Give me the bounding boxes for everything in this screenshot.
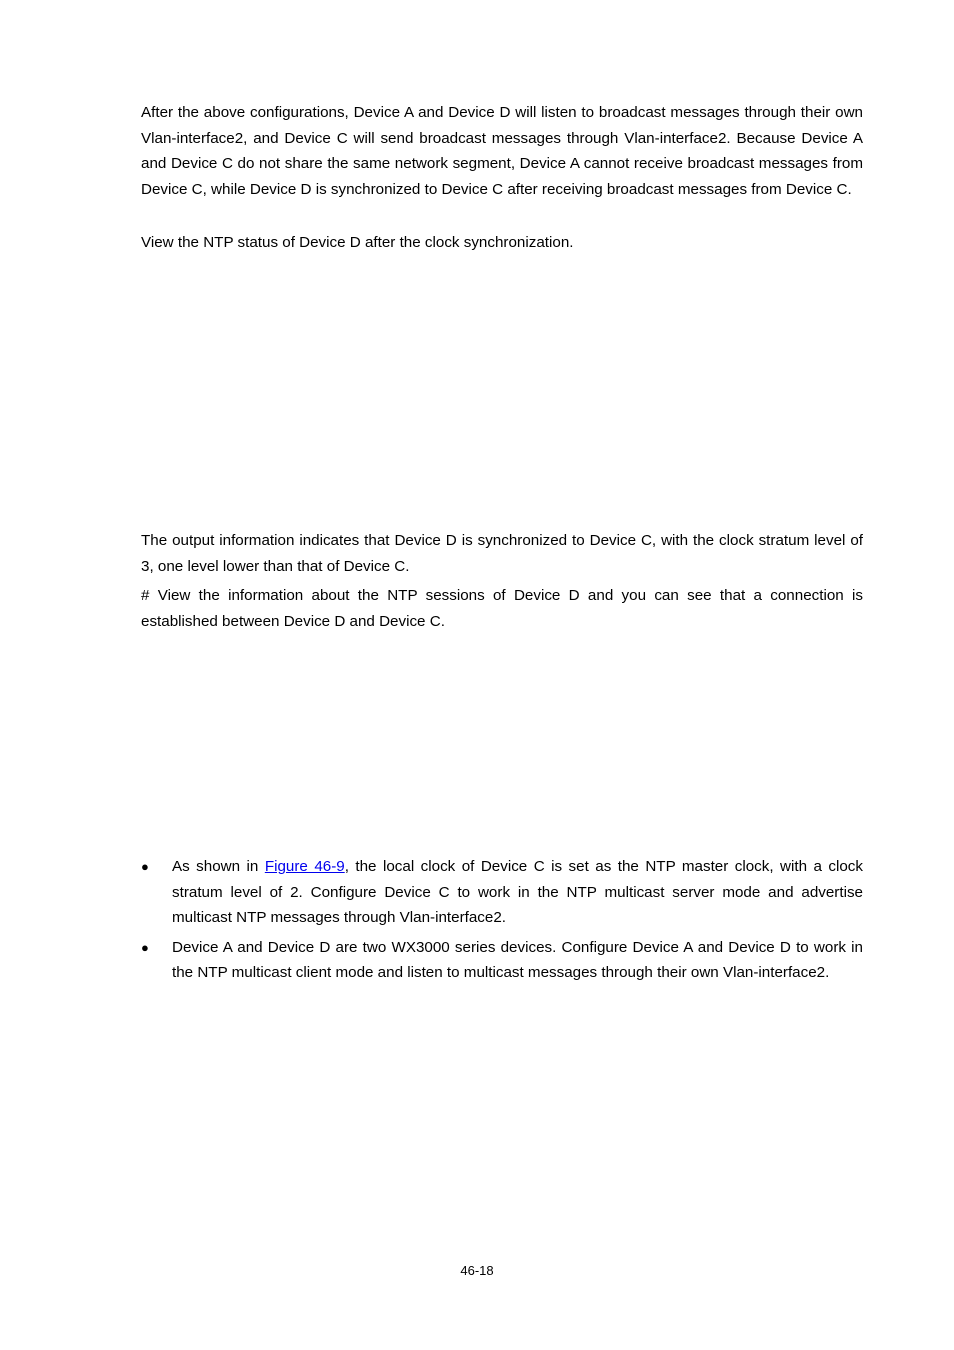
page-number: 46-18 <box>460 1263 494 1278</box>
list-item <box>141 854 863 931</box>
paragraph-output-info: The output information indicates that Device D is synchronized to Device C, with the clock stratum level of 3, one level lower than that of Device C. <box>141 532 863 575</box>
network-requirements-list <box>141 854 863 990</box>
paragraph-view-sessions: # View the information about the NTP sessions of Device D and you can see that a connection is established between Device D and Device C. <box>141 587 863 630</box>
paragraph-view-ntp-status: View the NTP status of Device D after the clock synchronization. <box>141 234 574 251</box>
list-item <box>141 935 863 986</box>
paragraph-broadcast-result: After the above configurations, Device A and Device D will listen to broadcast messages through their own Vlan-interface2, and Device C will send broadcast messages through Vlan-interface2. Because Device A and Device C do not share the same network segment, Device A cannot receive broadcast messages from Device C, while Device D is synchronized to Device C after receiving broadcast messages from Device C. <box>141 104 863 198</box>
bullet-icon: ● <box>141 939 149 955</box>
figure-reference-link[interactable]: Figure 46-9 <box>264 858 345 875</box>
bullet-icon: ● <box>141 859 149 874</box>
bullet-text-before-link: As shown in <box>172 858 265 875</box>
bullet-text: Device A and Device D are two WX3000 series devices. Configure Device A and Device D to work in the NTP multicast client mode and listen to multicast messages through their own Vlan-interface2. <box>172 938 863 981</box>
bullet-text-after-link: , the local clock of Device C is set as the NTP master clock, with a clock stratum level of 2. Configure Device C to work in the NTP multicast server mode and advertise multicast NTP messages through Vlan-interface2. <box>172 858 863 926</box>
